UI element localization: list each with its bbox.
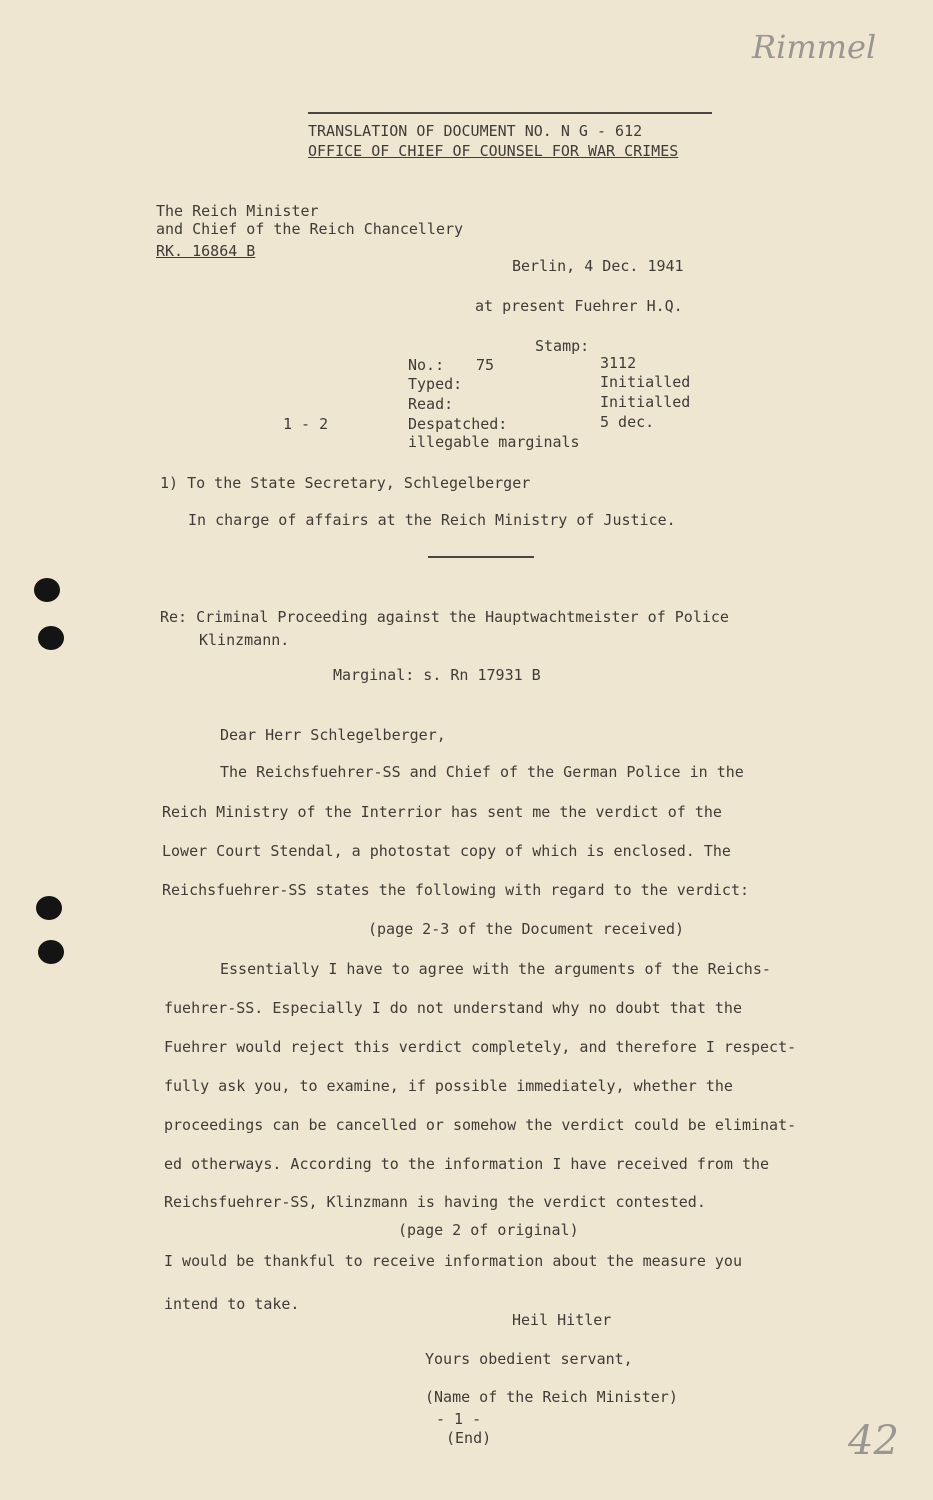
body-line: fully ask you, to examine, if possible immediately, whether the	[164, 1077, 733, 1095]
subject-line-2: Klinzmann.	[199, 631, 290, 649]
body-line: proceedings can be cancelled or somehow the verdict could be eliminat-	[164, 1116, 797, 1134]
body-line: Fuehrer would reject this verdict completely, and therefore I respect-	[164, 1038, 797, 1056]
stamp-row-label: No.:	[408, 356, 445, 374]
body-line: intend to take.	[164, 1295, 300, 1313]
stamp-row-right: Initialled	[600, 373, 691, 391]
stamp-row-right: 3112	[600, 354, 637, 372]
sender-line-2: and Chief of the Reich Chancellery	[156, 220, 464, 238]
body-line: The Reichsfuehrer-SS and Chief of the German Police in the	[220, 763, 744, 781]
closing-signature: (Name of the Reich Minister)	[425, 1388, 678, 1406]
stamp-title: Stamp:	[535, 337, 590, 355]
end-marker: (End)	[446, 1429, 492, 1447]
body-line: Essentially I have to agree with the arguments of the Reichs-	[220, 960, 771, 978]
sender-line-1: The Reich Minister	[156, 202, 319, 220]
stamp-row-label: Read:	[408, 395, 454, 413]
subject-line-1: Re: Criminal Proceeding against the Hauptwachtmeister of Police	[160, 608, 729, 626]
handwritten-signature: Rimmel	[752, 28, 877, 66]
punch-hole	[36, 896, 62, 920]
page-number: - 1 -	[436, 1410, 482, 1428]
punch-hole	[38, 626, 64, 650]
subject-marginal: Marginal: s. Rn 17931 B	[333, 666, 541, 684]
recipient-line-1: 1) To the State Secretary, Schlegelberger	[160, 474, 531, 492]
recipient-line-2: In charge of affairs at the Reich Ministry of Justice.	[188, 511, 676, 529]
punch-hole	[38, 940, 64, 964]
body-line: I would be thankful to receive information about the measure you	[164, 1252, 742, 1270]
page-reference: (page 2 of original)	[398, 1221, 579, 1239]
sender-reference: RK. 16864 B	[156, 242, 256, 260]
stamp-row-value: 75	[476, 356, 495, 374]
stamp-row-label: Despatched:	[408, 415, 508, 433]
body-line: fuehrer-SS. Especially I do not understand why no doubt that the	[164, 999, 742, 1017]
handwritten-page-number: 42	[848, 1418, 899, 1464]
stamp-row-right: Initialled	[600, 393, 691, 411]
location-line: at present Fuehrer H.Q.	[475, 297, 683, 315]
body-line: ed otherways. According to the information I have received from the	[164, 1155, 770, 1173]
closing-valediction: Yours obedient servant,	[425, 1350, 633, 1368]
header-office: OFFICE OF CHIEF OF COUNSEL FOR WAR CRIMES	[308, 142, 679, 160]
punch-hole	[34, 578, 60, 602]
stamp-page-range: 1 - 2	[283, 415, 329, 433]
stamp-row-right: 5 dec.	[600, 413, 655, 431]
section-divider	[428, 556, 534, 558]
body-line: Reichsfuehrer-SS states the following with regard to the verdict:	[162, 881, 749, 899]
header-title: TRANSLATION OF DOCUMENT NO. N G - 612	[308, 122, 643, 140]
stamp-note: illegable marginals	[408, 433, 580, 451]
stamp-row-label: Typed:	[408, 375, 463, 393]
body-line: Reich Ministry of the Interrior has sent me the verdict of the	[162, 803, 722, 821]
salutation: Dear Herr Schlegelberger,	[220, 726, 446, 744]
header-top-rule	[308, 112, 712, 114]
body-line: Reichsfuehrer-SS, Klinzmann is having the verdict contested.	[164, 1193, 706, 1211]
page-reference: (page 2-3 of the Document received)	[368, 920, 685, 938]
place-date: Berlin, 4 Dec. 1941	[512, 257, 684, 275]
closing-greeting: Heil Hitler	[512, 1311, 612, 1329]
body-line: Lower Court Stendal, a photostat copy of which is enclosed. The	[162, 842, 731, 860]
